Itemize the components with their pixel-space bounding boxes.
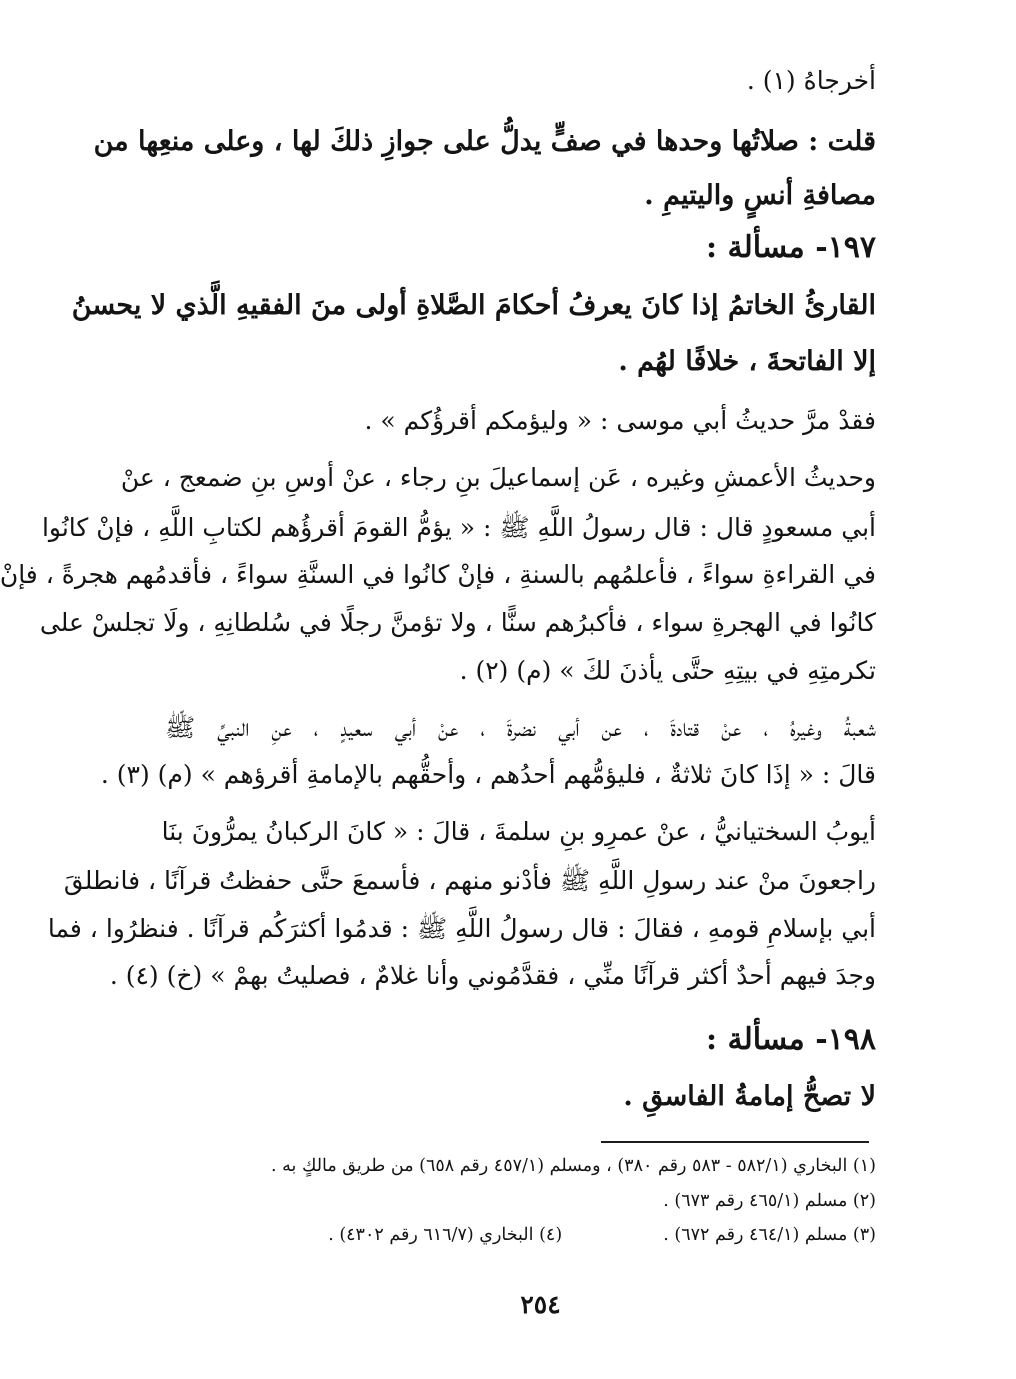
text-line: القارئُ الخاتمُ إذا كانَ يعرفُ أحكامَ الصَّلاةِ أولى منَ الفقيهِ الَّذي لا يحسنُ	[71, 290, 876, 321]
text-line: راجعونَ منْ عند رسولِ اللَّهِ ﷺ فأدْنو منهم ، فأسمعَ حتَّى حفظتُ قرآنًا ، فانطلقَ	[63, 866, 876, 895]
text-line: قالَ : « إذَا كانَ ثلاثةٌ ، فليؤمُّهم أحدُهم ، وأحقُّهم بالإمامةِ أقرؤهم » (م) (٣) .	[100, 760, 876, 789]
text-line: أخرجاهُ (١) .	[746, 66, 876, 95]
text-line: لا تصحُّ إمامةُ الفاسقِ .	[623, 1081, 876, 1112]
footnote: (٣) مسلم (٤٦٤/١ رقم ٦٧٢) .	[663, 1225, 876, 1245]
text-line: أبي مسعودٍ قال : قال رسولُ اللَّهِ ﷺ : « يؤمُّ القومَ أقرؤُهم لكتابِ اللَّهِ ، فإنْ كانُوا	[41, 513, 876, 542]
text-line: قلت : صلاتُها وحدها في صفٍّ يدلُّ على جوازِ ذلكَ لها ، وعلى منعِها من	[93, 126, 876, 157]
text-line: أيوبُ السختيانيُّ ، عنْ عمرِو بنِ سلمةَ ، قالَ : « كانَ الركبانُ يمرُّونَ بنَا	[161, 817, 876, 846]
section-heading: ١٩٧- مسألة :	[706, 230, 876, 265]
text-line: في القراءةِ سواءً ، فأعلمُهم بالسنةِ ، فإنْ كانُوا في السنَّةِ سواءً ، فأقدمُهم هجرةً ، فإنْ	[0, 560, 876, 589]
text-line: تكرمتِهِ في بيتِهِ حتَّى يأذنَ لكَ » (م) (٢) .	[459, 656, 876, 685]
footnote: (٤) البخاري (٦١٦/٧ رقم ٤٣٠٢) .	[328, 1225, 563, 1245]
footnote-row	[215, 1225, 876, 1245]
footnote: (٢) مسلم (٤٦٥/١ رقم ٦٧٣) .	[663, 1191, 876, 1211]
text-line: أبي بإسلامِ قومهِ ، فقالَ : قال رسولُ اللَّهِ ﷺ : قدمُوا أكثرَكُم قرآنًا . فنظرُوا ، فما	[47, 914, 876, 943]
text-line: شعبةُ وغيرهُ ، عنْ قتادةَ ، عن أبي نضرةَ ، عنْ أبي سعيدٍ ، عنِ النبيِّ ﷺ	[165, 713, 876, 742]
text-line: وحديثُ الأعمشِ وغيره ، عَن إسماعيلَ بنِ رجاء ، عنْ أوسِ بنِ ضمعج ، عنْ	[120, 463, 876, 492]
footnote: (١) البخاري (٥٨٢/١ - ٥٨٣ رقم ٣٨٠) ، ومسلم (٤٥٧/١ رقم ٦٥٨) من طريق مالكٍ به .	[271, 1156, 876, 1176]
section-heading: ١٩٨- مسألة :	[706, 1022, 876, 1057]
text-line: وجدَ فيهم أحدٌ أكثر قرآنًا منِّي ، فقدَّمُوني وأنا غلامٌ ، فصليتُ بهمْ » (خ) (٤) .	[109, 961, 876, 990]
page-number: ٢٥٤	[520, 1290, 561, 1319]
text-line: إلا الفاتحةَ ، خلافًا لهُم .	[618, 346, 876, 377]
text-line: مصافةِ أنسٍ واليتيمِ .	[644, 180, 876, 211]
text-line: فقدْ مرَّ حديثُ أبي موسى : « وليؤمكم أقرؤُكم » .	[364, 406, 876, 435]
text-line: كانُوا في الهجرةِ سواء ، فأكبرُهم سنًّا ، ولا تؤمنَّ رجلًا في سُلطانِهِ ، ولَا تجلسْ على	[39, 608, 876, 637]
footnote-divider	[601, 1141, 869, 1143]
